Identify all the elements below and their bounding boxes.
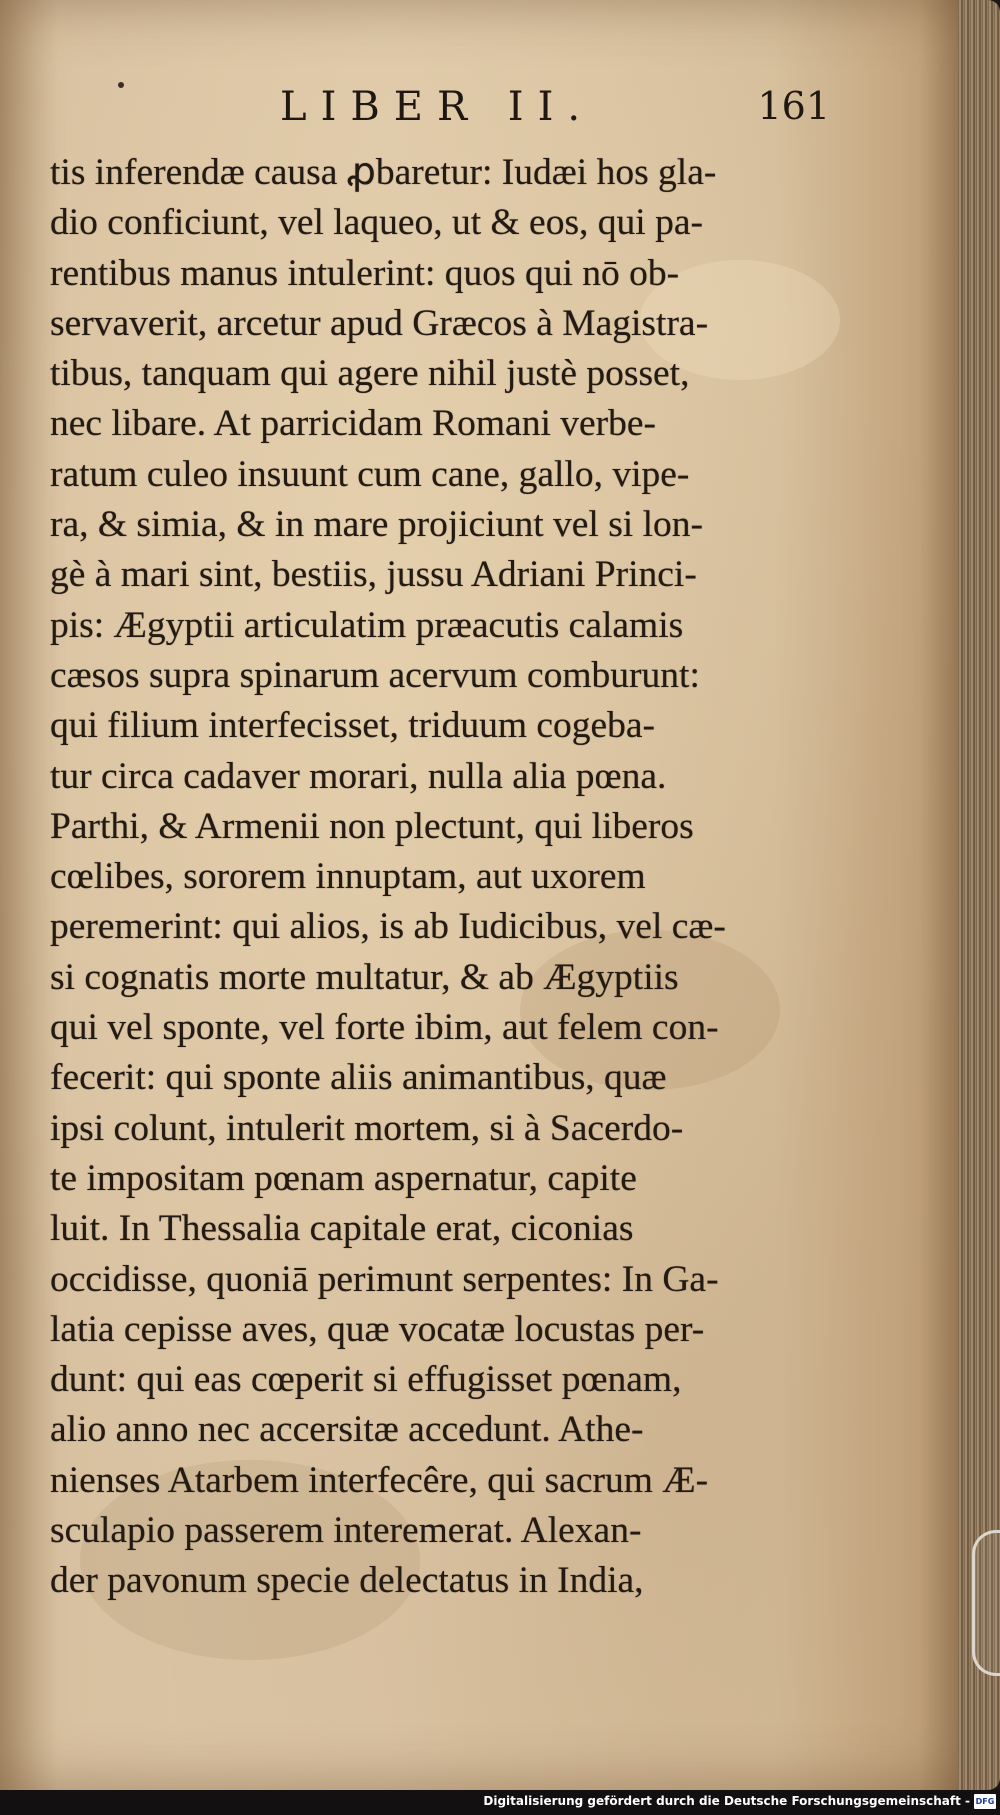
text-line: alio anno nec accersitæ accedunt. Athe- bbox=[50, 1409, 644, 1451]
text-line: ra, & simia, & in mare projiciunt vel si lon- bbox=[50, 504, 703, 546]
page-number: 161 bbox=[757, 84, 830, 128]
running-head-title: LIBER II. bbox=[280, 84, 595, 130]
text-line: latia cepisse aves, quæ vocatæ locustas per- bbox=[50, 1308, 705, 1350]
footer-credit: Digitalisierung gefördert durch die Deutsche Forschungsgemeinschaft - bbox=[483, 1794, 970, 1808]
text-line: ipsi colunt, intulerit mortem, si à Sacerdo- bbox=[50, 1107, 684, 1149]
text-line: dio conficiunt, vel laqueo, ut & eos, qui pa- bbox=[50, 202, 703, 244]
text-line: si cognatis morte multatur, & ab Ægyptiis bbox=[50, 956, 679, 998]
page-edges bbox=[958, 0, 1000, 1790]
text-line: ratum culeo insuunt cum cane, gallo, vipe- bbox=[50, 453, 690, 495]
text-line: nienses Atarbem interfecêre, qui sacrum Æ- bbox=[50, 1459, 709, 1501]
book-clip bbox=[972, 1530, 1000, 1676]
text-line: sculapio passerem interemerat. Alexan- bbox=[50, 1510, 642, 1552]
running-head bbox=[50, 84, 830, 144]
text-line: te impositam pœnam aspernatur, capite bbox=[50, 1157, 637, 1199]
text-line: peremerint: qui alios, is ab Iudicibus, vel cæ- bbox=[50, 906, 726, 948]
text-line: dunt: qui eas cœperit si effugisset pœnam, bbox=[50, 1359, 682, 1401]
text-line: qui vel sponte, vel forte ibim, aut felem con- bbox=[50, 1007, 719, 1049]
text-line: tur circa cadaver morari, nulla alia pœna. bbox=[50, 755, 667, 797]
text-line: nec libare. At parricidam Romani verbe- bbox=[50, 403, 657, 445]
text-line: occidisse, quoniā perimunt serpentes: In Ga- bbox=[50, 1258, 719, 1300]
digitization-footer bbox=[0, 1790, 1000, 1815]
text-line: tibus, tanquam qui agere nihil justè posset, bbox=[50, 353, 690, 395]
text-line: servaverit, arcetur apud Græcos à Magistra- bbox=[50, 302, 709, 344]
text-line: tis inferendæ causa ꝓbaretur: Iudæi hos gla- bbox=[50, 152, 717, 193]
text-line: cæsos supra spinarum acervum comburunt: bbox=[50, 654, 700, 696]
dfg-logo-icon: DFG bbox=[974, 1794, 996, 1809]
text-line: der pavonum specie delectatus in India, bbox=[50, 1560, 644, 1602]
text-line: gè à mari sint, bestiis, jussu Adriani Princi- bbox=[50, 554, 697, 596]
text-line: qui filium interfecisset, triduum cogeba- bbox=[50, 705, 656, 747]
text-line: fecerit: qui sponte aliis animantibus, quæ bbox=[50, 1057, 667, 1099]
body-text bbox=[50, 148, 840, 1607]
text-line: pis: Ægyptii articulatim præacutis calamis bbox=[50, 604, 684, 646]
text-line: luit. In Thessalia capitale erat, ciconias bbox=[50, 1208, 634, 1250]
text-line: Parthi, & Armenii non plectunt, qui liberos bbox=[50, 805, 694, 847]
text-line: cœlibes, sororem innuptam, aut uxorem bbox=[50, 856, 646, 898]
text-line: rentibus manus intulerint: quos qui nō ob- bbox=[50, 252, 680, 294]
